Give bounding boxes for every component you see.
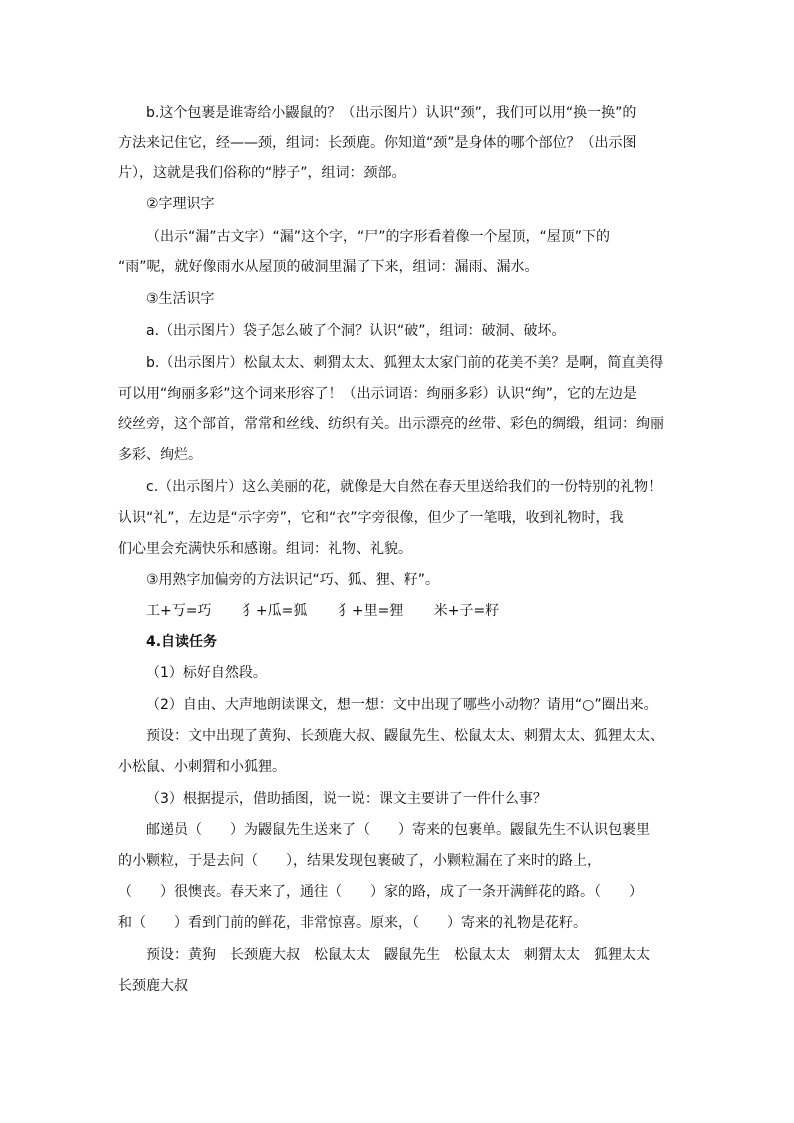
answer-item: 黄狗 <box>188 947 216 963</box>
text-line: c.（出示图片）这么美丽的花，就像是大自然在春天里送给我们的一份特别的礼物！ <box>146 479 663 495</box>
formula: 犭+里=狸 <box>337 603 404 619</box>
text-line: 片），这就是我们俗称的“脖子”，组词：颈部。 <box>118 165 406 181</box>
text-line: 方法来记住它，经——颈，组词：长颈鹿。你知道“颈”是身体的哪个部位？（出示图 <box>118 135 637 151</box>
question-1: （1）标好自然段。 <box>146 665 267 681</box>
text-line: 认识“礼”，左边是“示字旁”，它和“衣”字旁很像，但少了一笔哦，收到礼物时，我 <box>118 510 624 526</box>
answer-item: 长颈鹿大叔 <box>118 978 188 994</box>
answer-item: 长颈鹿大叔 <box>230 947 300 963</box>
formula: 米+子=籽 <box>433 603 500 619</box>
formula-row <box>146 601 706 621</box>
fill-blank-line: 的小颗粒，于是去问（ ），结果发现包裹破了，小颗粒漏在了来时的路上， <box>118 853 601 869</box>
fill-blank-line: 和（ ）看到门前的鲜花，非常惊喜。原来，（ ）寄来的礼物是花籽。 <box>118 915 587 931</box>
preset-answer: 预设：文中出现了黄狗、长颈鹿大叔、鼹鼠先生、松鼠太太、刺猬太太、狐狸太太、 <box>146 728 664 744</box>
subheading-shenghuoshizi: ③生活识字 <box>146 291 215 307</box>
question-3: （3）根据提示，借助插图，说一说：课文主要讲了一件什么事？ <box>146 791 547 807</box>
answer-item: 狐狸太太 <box>594 947 650 963</box>
answer-item: 刺猬太太 <box>524 947 580 963</box>
answer-item: 松鼠太太 <box>314 947 370 963</box>
fill-blank-line: （ ）很懊丧。春天来了，通往（ ）家的路，成了一条开满鲜花的路。（ ） <box>118 884 643 900</box>
answer-item: 松鼠太太 <box>454 947 510 963</box>
section-title: 4.自读任务 <box>146 634 218 650</box>
text-line: b.这个包裹是谁寄给小鼹鼠的？（出示图片）认识“颈”，我们可以用“换一换”的 <box>146 105 637 121</box>
text-line: 们心里会充满快乐和感谢。组词：礼物、礼貌。 <box>118 541 412 557</box>
text-line: a.（出示图片）袋子怎么破了个洞？认识“破”，组词：破洞、破坏。 <box>146 323 566 339</box>
preset-answer: 小松鼠、小刺猬和小狐狸。 <box>118 759 286 775</box>
text-line: 多彩、绚烂。 <box>118 447 202 463</box>
preset-label: 预设： <box>146 947 188 963</box>
text-line: 可以用“绚丽多彩”这个词来形容了！（出示词语：绚丽多彩）认识“绚”，它的左边是 <box>118 386 638 402</box>
fill-blank-line: 邮递员（ ）为鼹鼠先生送来了（ ）寄来的包裹单。鼹鼠先生不认识包裹里 <box>146 822 650 838</box>
text-line: 绞丝旁，这个部首，常常和丝线、纺织有关。出示漂亮的丝带、彩色的绸缎，组词：绚丽 <box>118 416 664 432</box>
preset-answer-list <box>146 945 706 965</box>
text-line: b.（出示图片）松鼠太太、刺猬太太、狐狸太太家门前的花美不美？是啊，简直美得 <box>146 355 664 371</box>
question-2: （2）自由、大声地朗读课文，想一想：文中出现了哪些小动物？请用“○”圈出来。 <box>146 697 658 713</box>
subheading-ziliyizi: ②字理识字 <box>146 196 215 212</box>
answer-item: 鼹鼠先生 <box>384 947 440 963</box>
formula: 工+丂=巧 <box>146 603 212 619</box>
formula: 犭+瓜=狐 <box>241 603 308 619</box>
subheading-radical-method: ③用熟字加偏旁的方法识记“巧、狐、狸、籽”。 <box>146 572 440 588</box>
text-line: “雨”呢，就好像雨水从屋顶的破洞里漏了下来，组词：漏雨、漏水。 <box>118 259 539 275</box>
text-line: （出示“漏”古文字）“漏”这个字，“尸”的字形看着像一个屋顶，“屋顶”下的 <box>146 229 611 245</box>
